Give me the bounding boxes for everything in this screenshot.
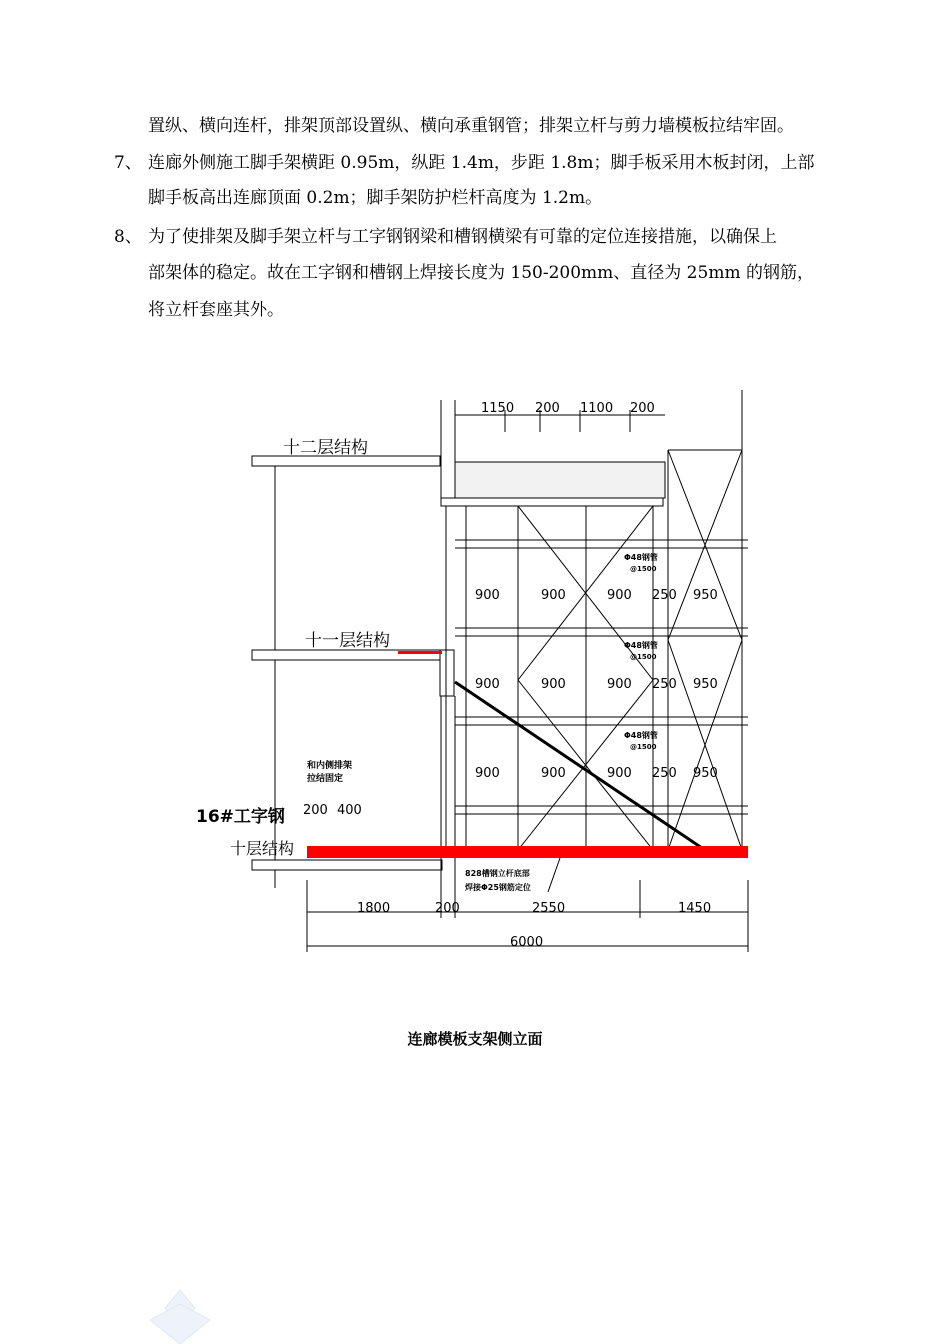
pipe-note-1b: @1500 <box>630 565 657 573</box>
top-dim-4: 200 <box>630 401 655 416</box>
floor-12-label: 十二层结构 <box>283 438 368 458</box>
row3-dim-2: 900 <box>541 766 566 781</box>
paragraph-line: 部架体的稳定。故在工字钢和槽钢上焊接长度为 150-200mm、直径为 25mm 的钢筋， <box>148 263 814 283</box>
row1-dim-5: 950 <box>693 588 718 603</box>
pipe-note-2a: Φ48钢管 <box>624 641 658 650</box>
pipe-note-2b: @1500 <box>630 653 657 661</box>
paragraph-line: 为了使排架及脚手架立杆与工字钢钢梁和槽钢横梁有可靠的定位连接措施，以确保上 <box>148 227 777 247</box>
paragraph-line: 连廊外侧施工脚手架横距 0.95m，纵距 1.4m，步距 1.8m；脚手板采用木板封闭，上部 <box>148 153 815 173</box>
row1-dim-4: 250 <box>652 588 677 603</box>
pipe-note-1a: Φ48钢管 <box>624 553 658 562</box>
floor-10-label: 十层结构 <box>230 839 295 858</box>
row3-dim-5: 950 <box>693 766 718 781</box>
row2-dim-4: 250 <box>652 677 677 692</box>
total-dim-6000: 6000 <box>510 935 544 950</box>
bottom-dim-1450: 1450 <box>678 901 712 916</box>
base-note-line2: 焊接Φ25钢筋定位 <box>465 883 531 892</box>
row1-dim-1: 900 <box>475 588 500 603</box>
top-dim-2: 200 <box>535 401 560 416</box>
paragraph-number: 7、 <box>114 153 142 173</box>
ibeam-label: 16#工字钢 <box>196 807 285 827</box>
figure-caption: 连廊模板支架侧立面 <box>407 1030 543 1048</box>
row2-dim-3: 900 <box>607 677 632 692</box>
bottom-dim-200: 200 <box>435 901 460 916</box>
watermark-logo-icon <box>120 1280 240 1344</box>
row2-dim-2: 900 <box>541 677 566 692</box>
small-dim-200: 200 <box>303 803 328 818</box>
tie-note-line1: 和内侧排架 <box>307 761 353 771</box>
top-dim-1: 1150 <box>481 401 515 416</box>
row3-dim-3: 900 <box>607 766 632 781</box>
paragraph-number: 8、 <box>114 227 142 247</box>
elevation-drawing <box>190 380 760 960</box>
row2-dim-5: 950 <box>693 677 718 692</box>
row1-dim-3: 900 <box>607 588 632 603</box>
bottom-dim-1800: 1800 <box>357 901 391 916</box>
row3-dim-1: 900 <box>475 766 500 781</box>
paragraph-line: 将立杆套座其外。 <box>148 300 284 320</box>
row1-dim-2: 900 <box>541 588 566 603</box>
pipe-note-3b: @1500 <box>630 743 657 751</box>
row3-dim-4: 250 <box>652 766 677 781</box>
bottom-dim-2550: 2550 <box>532 901 566 916</box>
paragraph-line: 脚手板高出连廊顶面 0.2m；脚手架防护栏杆高度为 1.2m。 <box>148 188 603 208</box>
ibeam-red <box>307 846 748 858</box>
base-note-line1: 828槽钢立杆底部 <box>465 869 530 878</box>
pipe-note-3a: Φ48钢管 <box>624 731 658 740</box>
floor-11-label: 十一层结构 <box>305 631 390 651</box>
top-dim-3: 1100 <box>580 401 614 416</box>
paragraph-line: 置纵、横向连杆，排架顶部设置纵、横向承重钢管；排架立杆与剪力墙模板拉结牢固。 <box>148 116 794 136</box>
tie-note-line2: 拉结固定 <box>307 774 344 784</box>
small-dim-400: 400 <box>337 803 362 818</box>
row2-dim-1: 900 <box>475 677 500 692</box>
